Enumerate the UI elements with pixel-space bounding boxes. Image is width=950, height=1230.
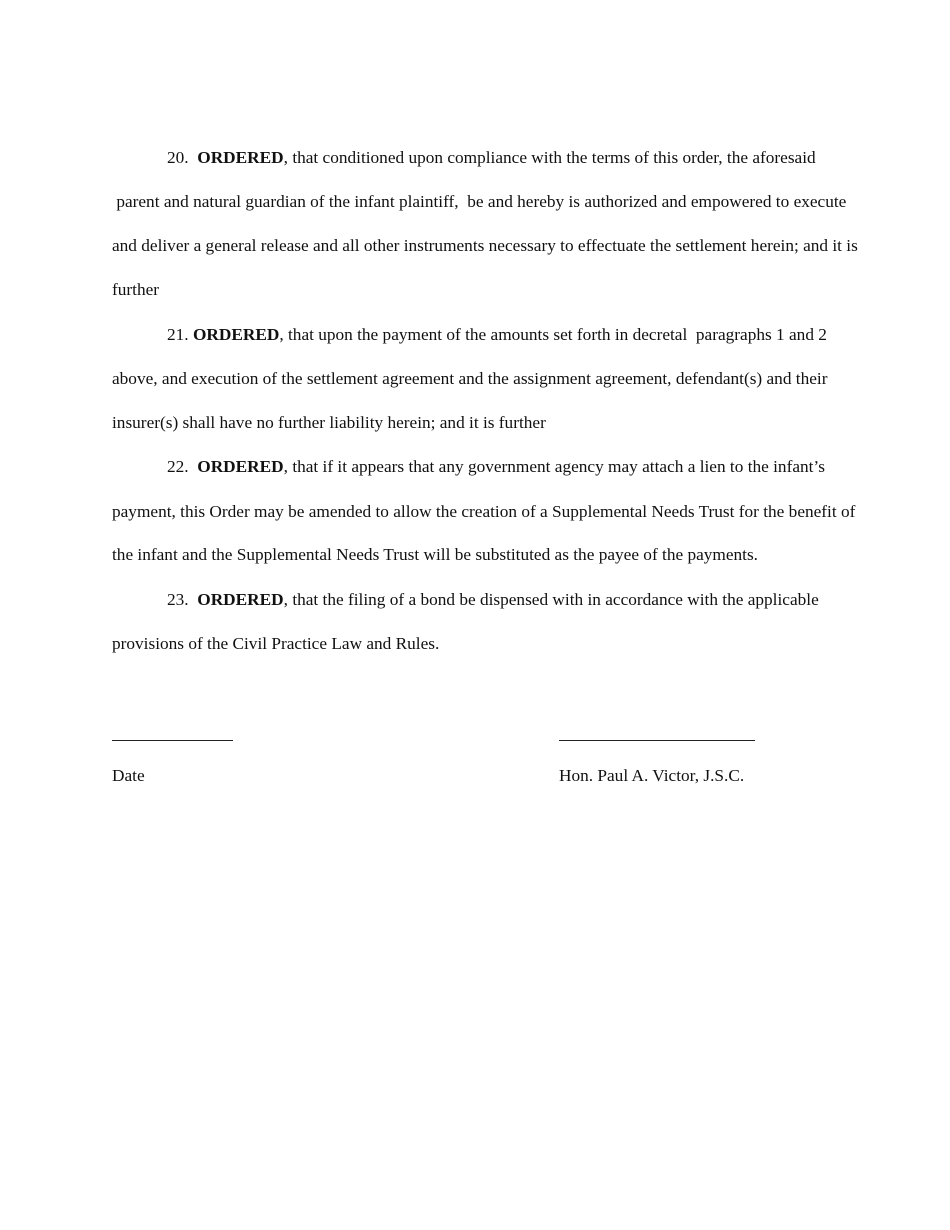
paragraph-text: , that upon the payment of the amounts set forth in decretal paragraphs 1 and 2 (279, 325, 827, 344)
ordered-keyword: ORDERED (192, 325, 280, 344)
paragraph-text: , that if it appears that any government agency may attach a lien to the infant’s (283, 457, 825, 476)
paragraph-line: and deliver a general release and all other instruments necessary to effectuate the settlement herein; and it is (112, 236, 858, 255)
paragraph-number: 23. (167, 590, 189, 609)
paragraph-number: 20. (167, 148, 189, 167)
judge-signature-rule (559, 740, 755, 741)
date-signature-rule (112, 740, 233, 741)
paragraph-number: 22. (167, 457, 189, 476)
paragraph-23-first-line (167, 590, 819, 610)
paragraph-line: insurer(s) shall have no further liability herein; and it is further (112, 413, 546, 432)
date-label: Date (112, 766, 145, 785)
paragraph-20-first-line (167, 148, 816, 168)
paragraph-text: , that conditioned upon compliance with the terms of this order, the aforesaid (283, 148, 816, 167)
paragraph-line: the infant and the Supplemental Needs Trust will be substituted as the payee of the payments. (112, 545, 759, 564)
paragraph-21-first-line (167, 325, 827, 345)
paragraph-text: , that the filing of a bond be dispensed with in accordance with the applicable (283, 590, 819, 609)
ordered-keyword: ORDERED (197, 148, 284, 167)
ordered-keyword: ORDERED (197, 590, 284, 609)
ordered-keyword: ORDERED (197, 457, 284, 476)
paragraph-line: provisions of the Civil Practice Law and Rules. (112, 634, 440, 653)
paragraph-line: above, and execution of the settlement agreement and the assignment agreement, defendant(s) and their (112, 369, 828, 388)
paragraph-line: further (112, 280, 160, 299)
paragraph-line: parent and natural guardian of the infant plaintiff, be and hereby is authorized and empowered to execute (112, 192, 847, 211)
paragraph-number: 21. (167, 325, 189, 344)
paragraph-22-first-line (167, 457, 825, 477)
paragraph-line: payment, this Order may be amended to allow the creation of a Supplemental Needs Trust for the benefit of (112, 502, 856, 521)
judge-name-label: Hon. Paul A. Victor, J.S.C. (559, 766, 745, 785)
